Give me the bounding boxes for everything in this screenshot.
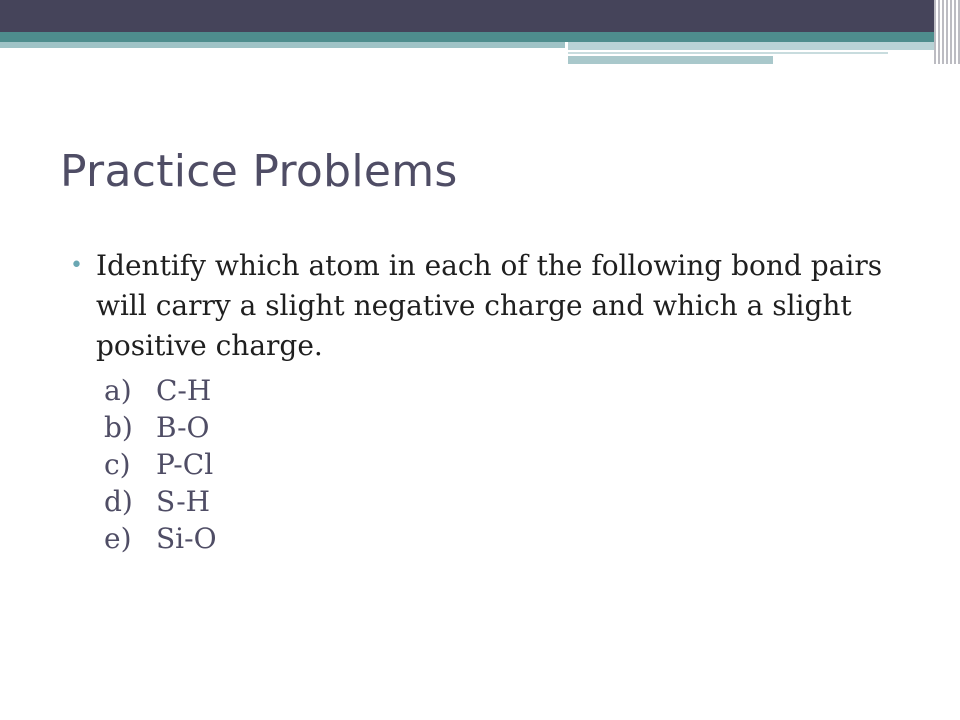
list-marker: c)	[104, 448, 131, 481]
header-thin-line	[568, 52, 888, 54]
list-item	[104, 520, 930, 557]
bullet-item	[70, 246, 930, 366]
header-light-bar-right	[568, 42, 935, 50]
header-light-bar-short	[568, 56, 773, 64]
bond-pair-list	[104, 372, 930, 557]
list-marker: a)	[104, 374, 132, 407]
list-item	[104, 372, 930, 409]
list-item-text: S-H	[156, 485, 211, 518]
header-stripes-decoration	[934, 0, 960, 64]
list-marker: e)	[104, 522, 132, 555]
header-light-bar-left	[0, 42, 565, 48]
slide-body	[70, 246, 930, 557]
header-teal-bar	[0, 32, 935, 42]
list-item-text: P-Cl	[156, 448, 214, 481]
slide-title: Practice Problems	[60, 146, 458, 197]
list-marker: b)	[104, 411, 133, 444]
bullet-text: Identify which atom in each of the following bond pairs will carry a slight negative charge and which a slight positive charge.	[96, 249, 883, 362]
list-item	[104, 409, 930, 446]
header-dark-bar	[0, 0, 960, 32]
list-item	[104, 483, 930, 520]
list-marker: d)	[104, 485, 133, 518]
bullet-dot-icon: •	[70, 253, 83, 278]
list-item-text: C-H	[156, 374, 212, 407]
list-item-text: Si-O	[156, 522, 217, 555]
list-item-text: B-O	[156, 411, 210, 444]
list-item	[104, 446, 930, 483]
